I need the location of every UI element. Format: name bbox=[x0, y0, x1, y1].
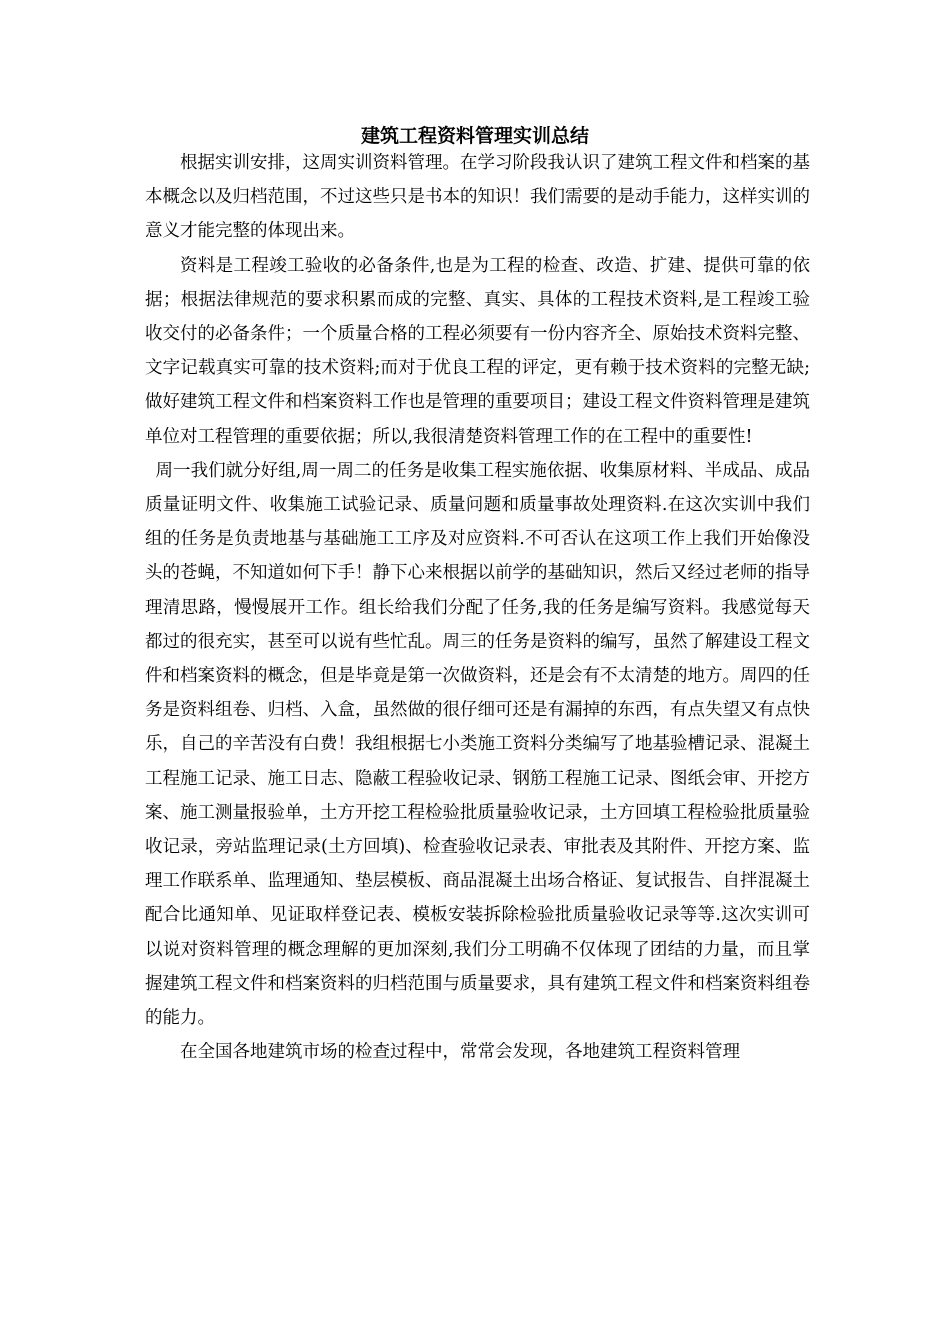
paragraph-1: 根据实训安排，这周实训资料管理。在学习阶段我认识了建筑工程文件和档案的基本概念以及归档范围，不过这些只是书本的知识！我们需要的是动手能力，这样实训的意义才能完整的体现出来。 bbox=[145, 153, 810, 242]
document-body bbox=[145, 146, 810, 1069]
paragraph-3: 周一我们就分好组,周一周二的任务是收集工程实施依据、收集原材料、半成品、成品质量证明文件、收集施工试验记录、质量问题和质量事故处理资料.在这次实训中我们组的任务是负责地基与基础施工工序及对应资料.不可否认在这项工作上我们开始像没头的苍蝇，不知道如何下手！静下心来根据以前学的基础知识，然后又经过老师的指导理清思路，慢慢展开工作。组长给我们分配了任务,我的任务是编写资料。我感觉每天都过的很充实，甚至可以说有些忙乱。周三的任务是资料的编写，虽然了解建设工程文件和档案资料的概念，但是毕竟是第一次做资料，还是会有不太清楚的地方。周四的任务是资料组卷、归档、入盒，虽然做的很仔细可还是有漏掉的东西，有点失望又有点快乐，自己的辛苦没有白费！我组根据七小类施工资料分类编写了地基验槽记录、混凝土工程施工记录、施工日志、隐蔽工程验收记录、钢筋工程施工记录、图纸会审、开挖方案、施工测量报验单，土方开挖工程检验批质量验收记录，土方回填工程检验批质量验收记录，旁站监理记录(土方回填)、检查验收记录表、审批表及其附件、开挖方案、监理工作联系单、监理通知、垫层模板、商品混凝土出场合格证、复试报告、自拌混凝土配合比通知单、见证取样登记表、模板安装拆除检验批质量验收记录等等.这次实训可以说对资料管理的概念理解的更加深刻,我们分工明确不仅体现了团结的力量，而且掌握建筑工程文件和档案资料的归档范围与质量要求，具有建筑工程文件和档案资料组卷的能力。 bbox=[145, 460, 810, 1029]
paragraph-2: 资料是工程竣工验收的必备条件,也是为工程的检查、改造、扩建、提供可靠的依据；根据法律规范的要求积累而成的完整、真实、具体的工程技术资料,是工程竣工验收交付的必备条件；一个质量合格的工程必须要有一份内容齐全、原始技术资料完整、文字记载真实可靠的技术资料;而对于优良工程的评定，更有赖于技术资料的完整无缺;做好建筑工程文件和档案资料工作也是管理的重要项目；建设工程文件资料管理是建筑单位对工程管理的重要依据；所以,我很清楚资料管理工作的在工程中的重要性! bbox=[145, 255, 810, 447]
paragraph-4: 在全国各地建筑市场的检查过程中，常常会发现，各地建筑工程资料管理 bbox=[180, 1042, 740, 1063]
document-title: 建筑工程资料管理实训总结 bbox=[360, 125, 589, 147]
